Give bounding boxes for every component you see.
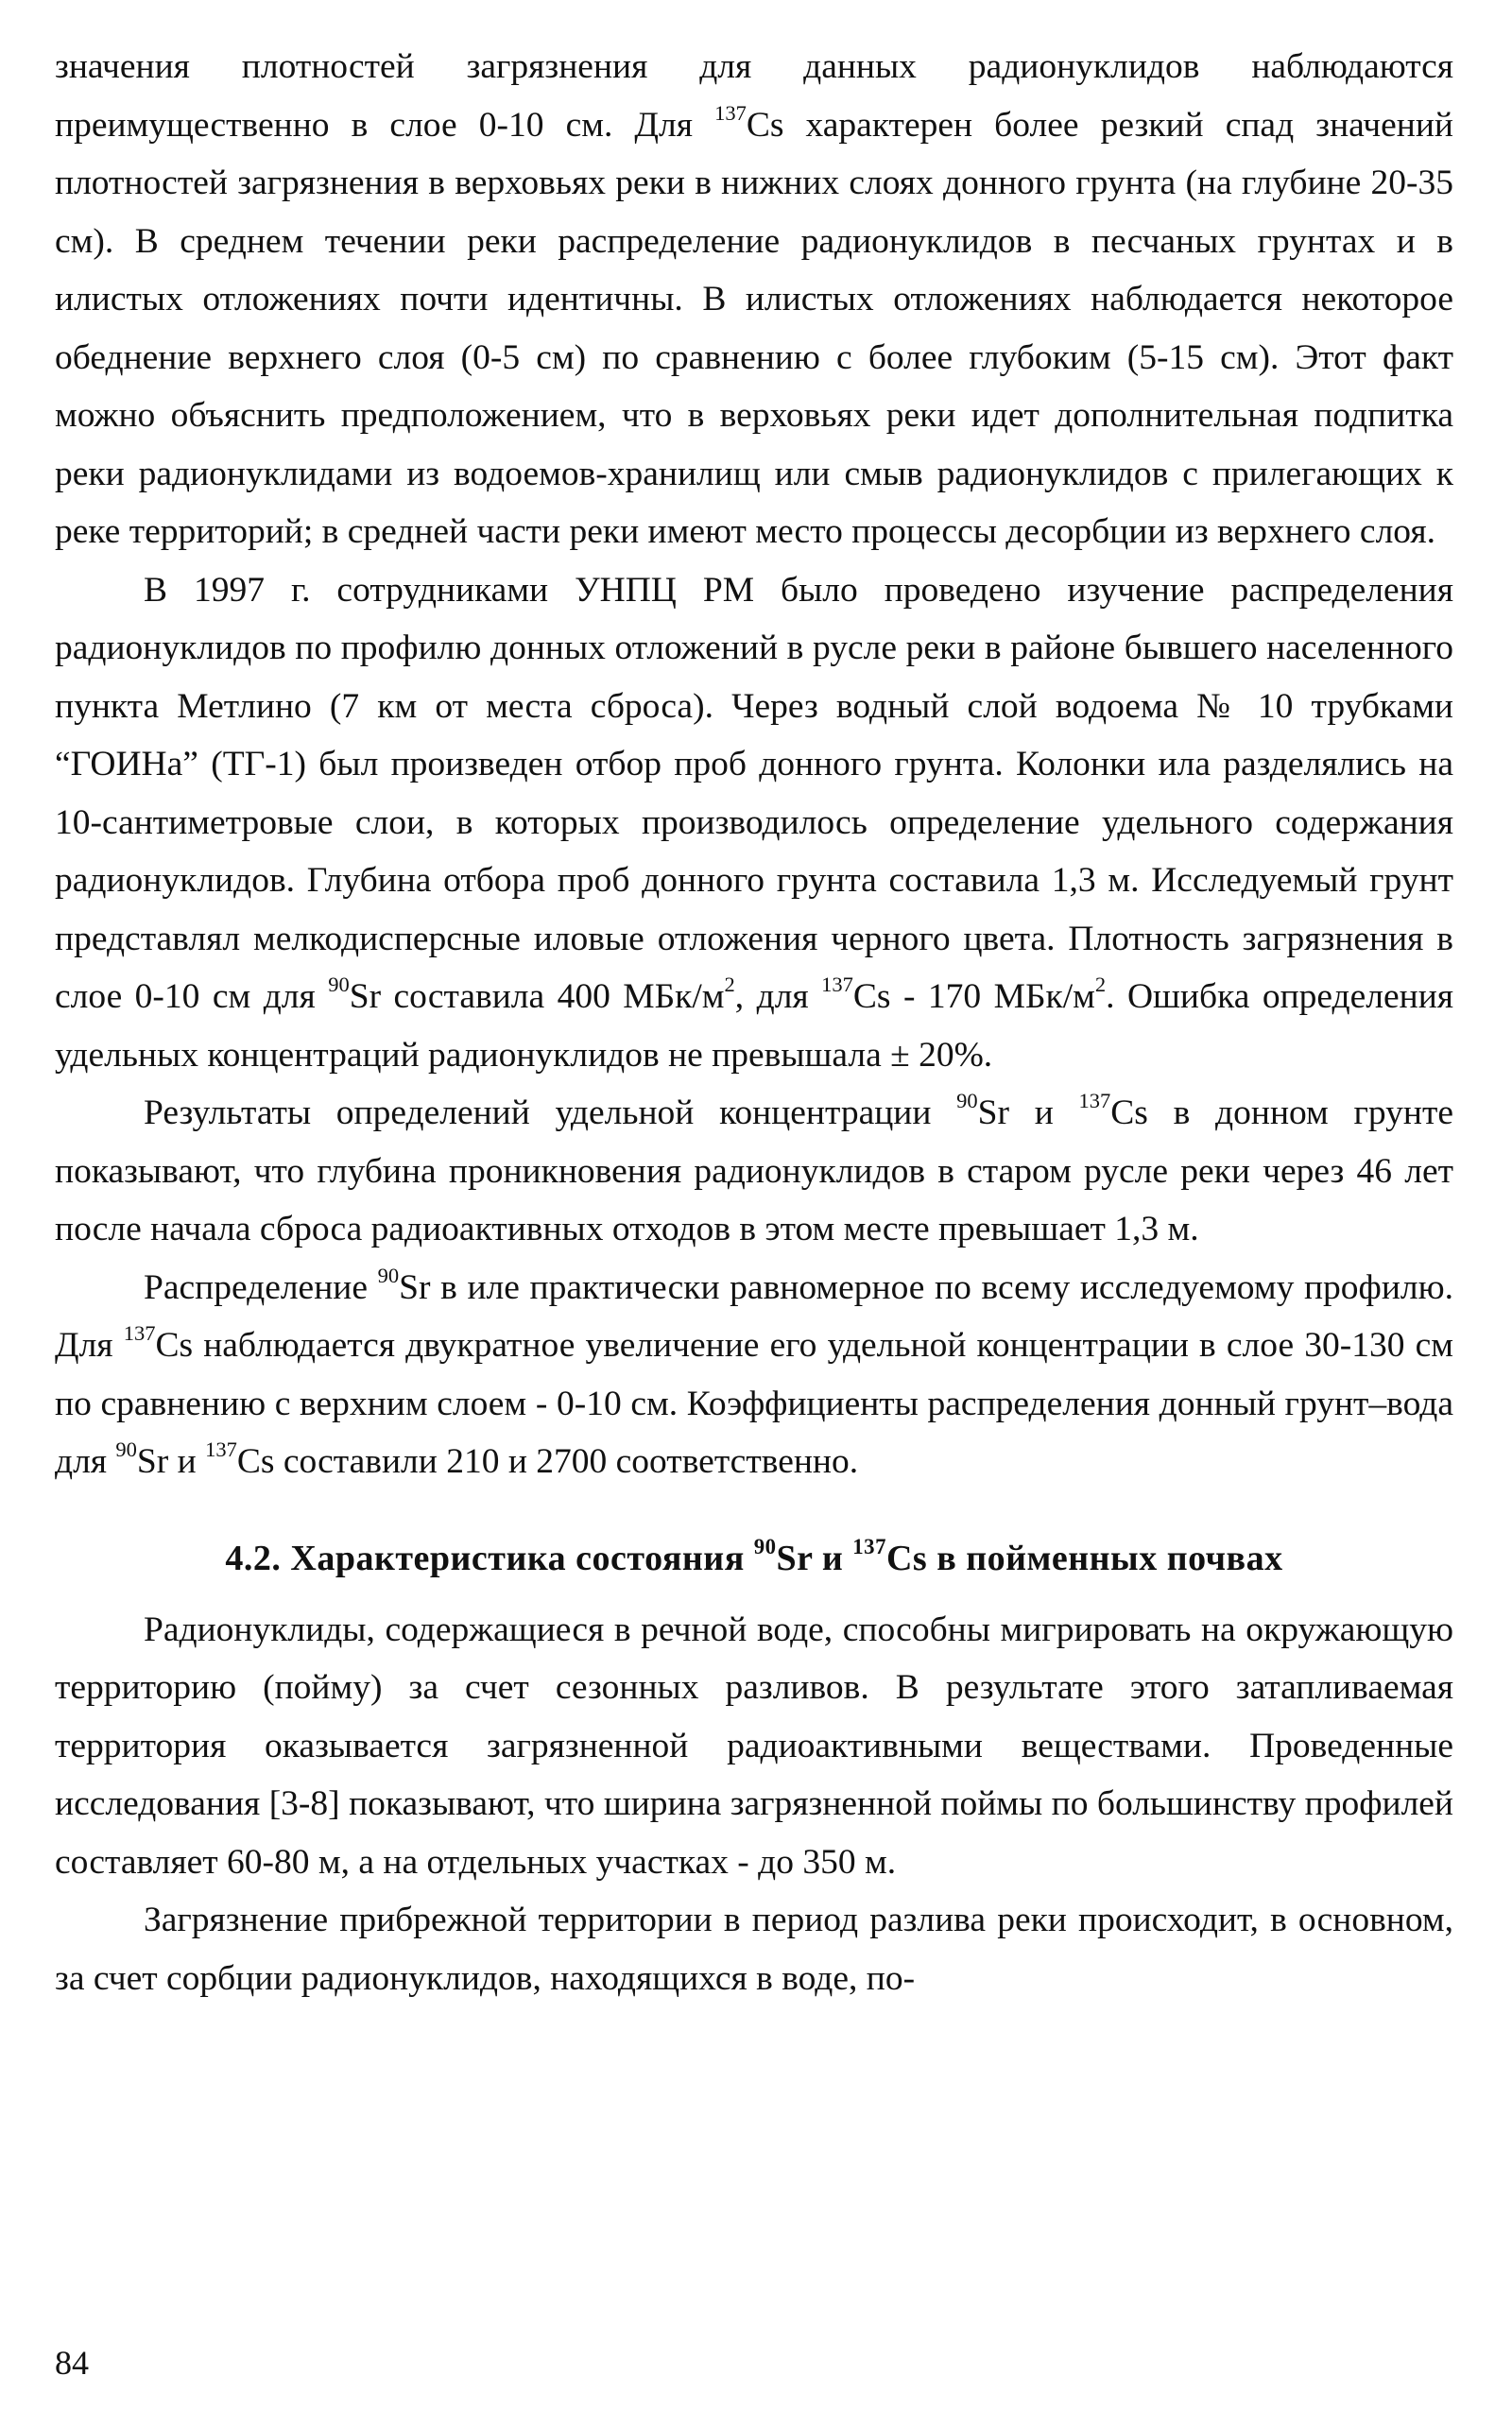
isotope-superscript: 90 bbox=[753, 1534, 777, 1558]
isotope-superscript: 137 bbox=[821, 973, 853, 997]
text-run: Cs в донном грунте показывают, что глубина проникновения радионуклидов в старом русле реки через 46 лет после начала сброса радиоактивных отходов в этом месте превышает 1,3 м. bbox=[55, 1093, 1453, 1248]
isotope-superscript: 90 bbox=[377, 1263, 400, 1287]
text-run: Загрязнение прибрежной территории в период разлива реки происходит, в основном, за счет сорбции радионуклидов, находящихся в воде, по- bbox=[55, 1901, 1453, 1998]
text-run: Sr и bbox=[977, 1093, 1079, 1132]
heading-text-run: 4.2. Характеристика состояния bbox=[225, 1538, 754, 1578]
document-page bbox=[55, 38, 1453, 2363]
isotope-superscript: 137 bbox=[205, 1437, 237, 1462]
text-run: Результаты определений удельной концентрации bbox=[144, 1093, 957, 1132]
section-heading bbox=[55, 1529, 1453, 1588]
text-run: Радионуклиды, содержащиеся в речной воде, способны мигрировать на окружающую территорию (пойму) за счет сезонных разливов. В результате этого затапливаемая территория оказывается загрязненной радиоактивными веществами. Проведенные исследования [3-8] показывают, что ширина загрязненной поймы по большинству профилей составляет 60-80 м, а на отдельных участках - до 350 м. bbox=[55, 1610, 1453, 1882]
text-run: В 1997 г. сотрудниками УНПЦ РМ было проведено изучение распределения радионуклидов по профилю донных отложений в русле реки в районе бывшего населенного пункта Метлино (7 км от места сброса). Через водный слой водоема № 10 трубками “ГОИНа” (ТГ-1) был произведен отбор проб донного грунта. Колонки ила разделялись на 10-сантиметровые слои, в которых производилось определение удельного содержания радионуклидов. Глубина отбора проб донного грунта составила 1,3 м. Исследуемый грунт представлял мелкодисперсные иловые отложения черного цвета. Плотность загрязнения в слое 0-10 см для bbox=[55, 570, 1453, 1016]
isotope-superscript: 90 bbox=[115, 1437, 137, 1462]
heading-text-run: Cs в пойменных почвах bbox=[885, 1538, 1283, 1578]
isotope-superscript: 137 bbox=[123, 1321, 156, 1346]
text-run: , для bbox=[734, 977, 822, 1016]
paragraph-penetration-results bbox=[55, 1084, 1453, 1259]
paragraph-coastal-contamination bbox=[55, 1891, 1453, 2007]
text-run: Cs характерен более резкий спад значений плотностей загрязнения в верховьях реки в нижних слоях донного грунта (на глубине 20-35 см). В среднем течении реки распределение радионуклидов в песчаных грунтах и в илистых отложениях почти идентичны. В илистых отложениях наблюдается некоторое обеднение верхнего слоя (0-5 см) по сравнению с более глубоким (5-15 см). Этот факт можно объяснить предположением, что в верховьях реки идет дополнительная подпитка реки радионуклидами из водоемов-хранилищ или смыв радионуклидов с прилегающих к реке территорий; в средней части реки имеют место процессы десорбции из верхнего слоя. bbox=[55, 105, 1453, 551]
page-number: 84 bbox=[55, 2344, 89, 2382]
isotope-superscript: 90 bbox=[956, 1089, 978, 1113]
text-run: Cs - 170 МБк/м bbox=[852, 977, 1095, 1016]
text-run: Sr и bbox=[136, 1442, 206, 1481]
text-run: . Ошибка определения удельных концентраций радионуклидов не превышала ± 20%. bbox=[55, 977, 1454, 1075]
isotope-superscript: 137 bbox=[852, 1534, 886, 1558]
isotope-superscript: 90 bbox=[328, 973, 350, 997]
unit-superscript: 2 bbox=[1094, 973, 1107, 997]
paragraph-contamination-depth bbox=[55, 38, 1453, 561]
paragraph-floodplain-migration bbox=[55, 1601, 1453, 1892]
text-run: Sr составила 400 МБк/м bbox=[349, 977, 725, 1016]
text-run: Cs наблюдается двукратное увеличение его удельной концентрации в слое 30-130 см по сравнению с верхним слоем - 0-10 см. Коэффициенты распределения донный грунт–вода для bbox=[55, 1326, 1454, 1481]
text-run: значения плотностей загрязнения для данных радионуклидов наблюдаются преимущественно в слое 0-10 см. Для bbox=[55, 47, 1453, 145]
heading-text-run: Sr и bbox=[776, 1538, 853, 1578]
text-run: Sr в иле практически равномерное по всему исследуемому профилю. Для bbox=[55, 1267, 1453, 1365]
paragraph-distribution bbox=[55, 1259, 1453, 1491]
isotope-superscript: 137 bbox=[714, 100, 747, 125]
paragraph-1997-study bbox=[55, 561, 1453, 1085]
text-run: Распределение bbox=[144, 1267, 378, 1307]
unit-superscript: 2 bbox=[724, 973, 735, 997]
text-run: Cs составили 210 и 2700 соответственно. bbox=[236, 1442, 859, 1481]
isotope-superscript: 137 bbox=[1078, 1089, 1111, 1113]
